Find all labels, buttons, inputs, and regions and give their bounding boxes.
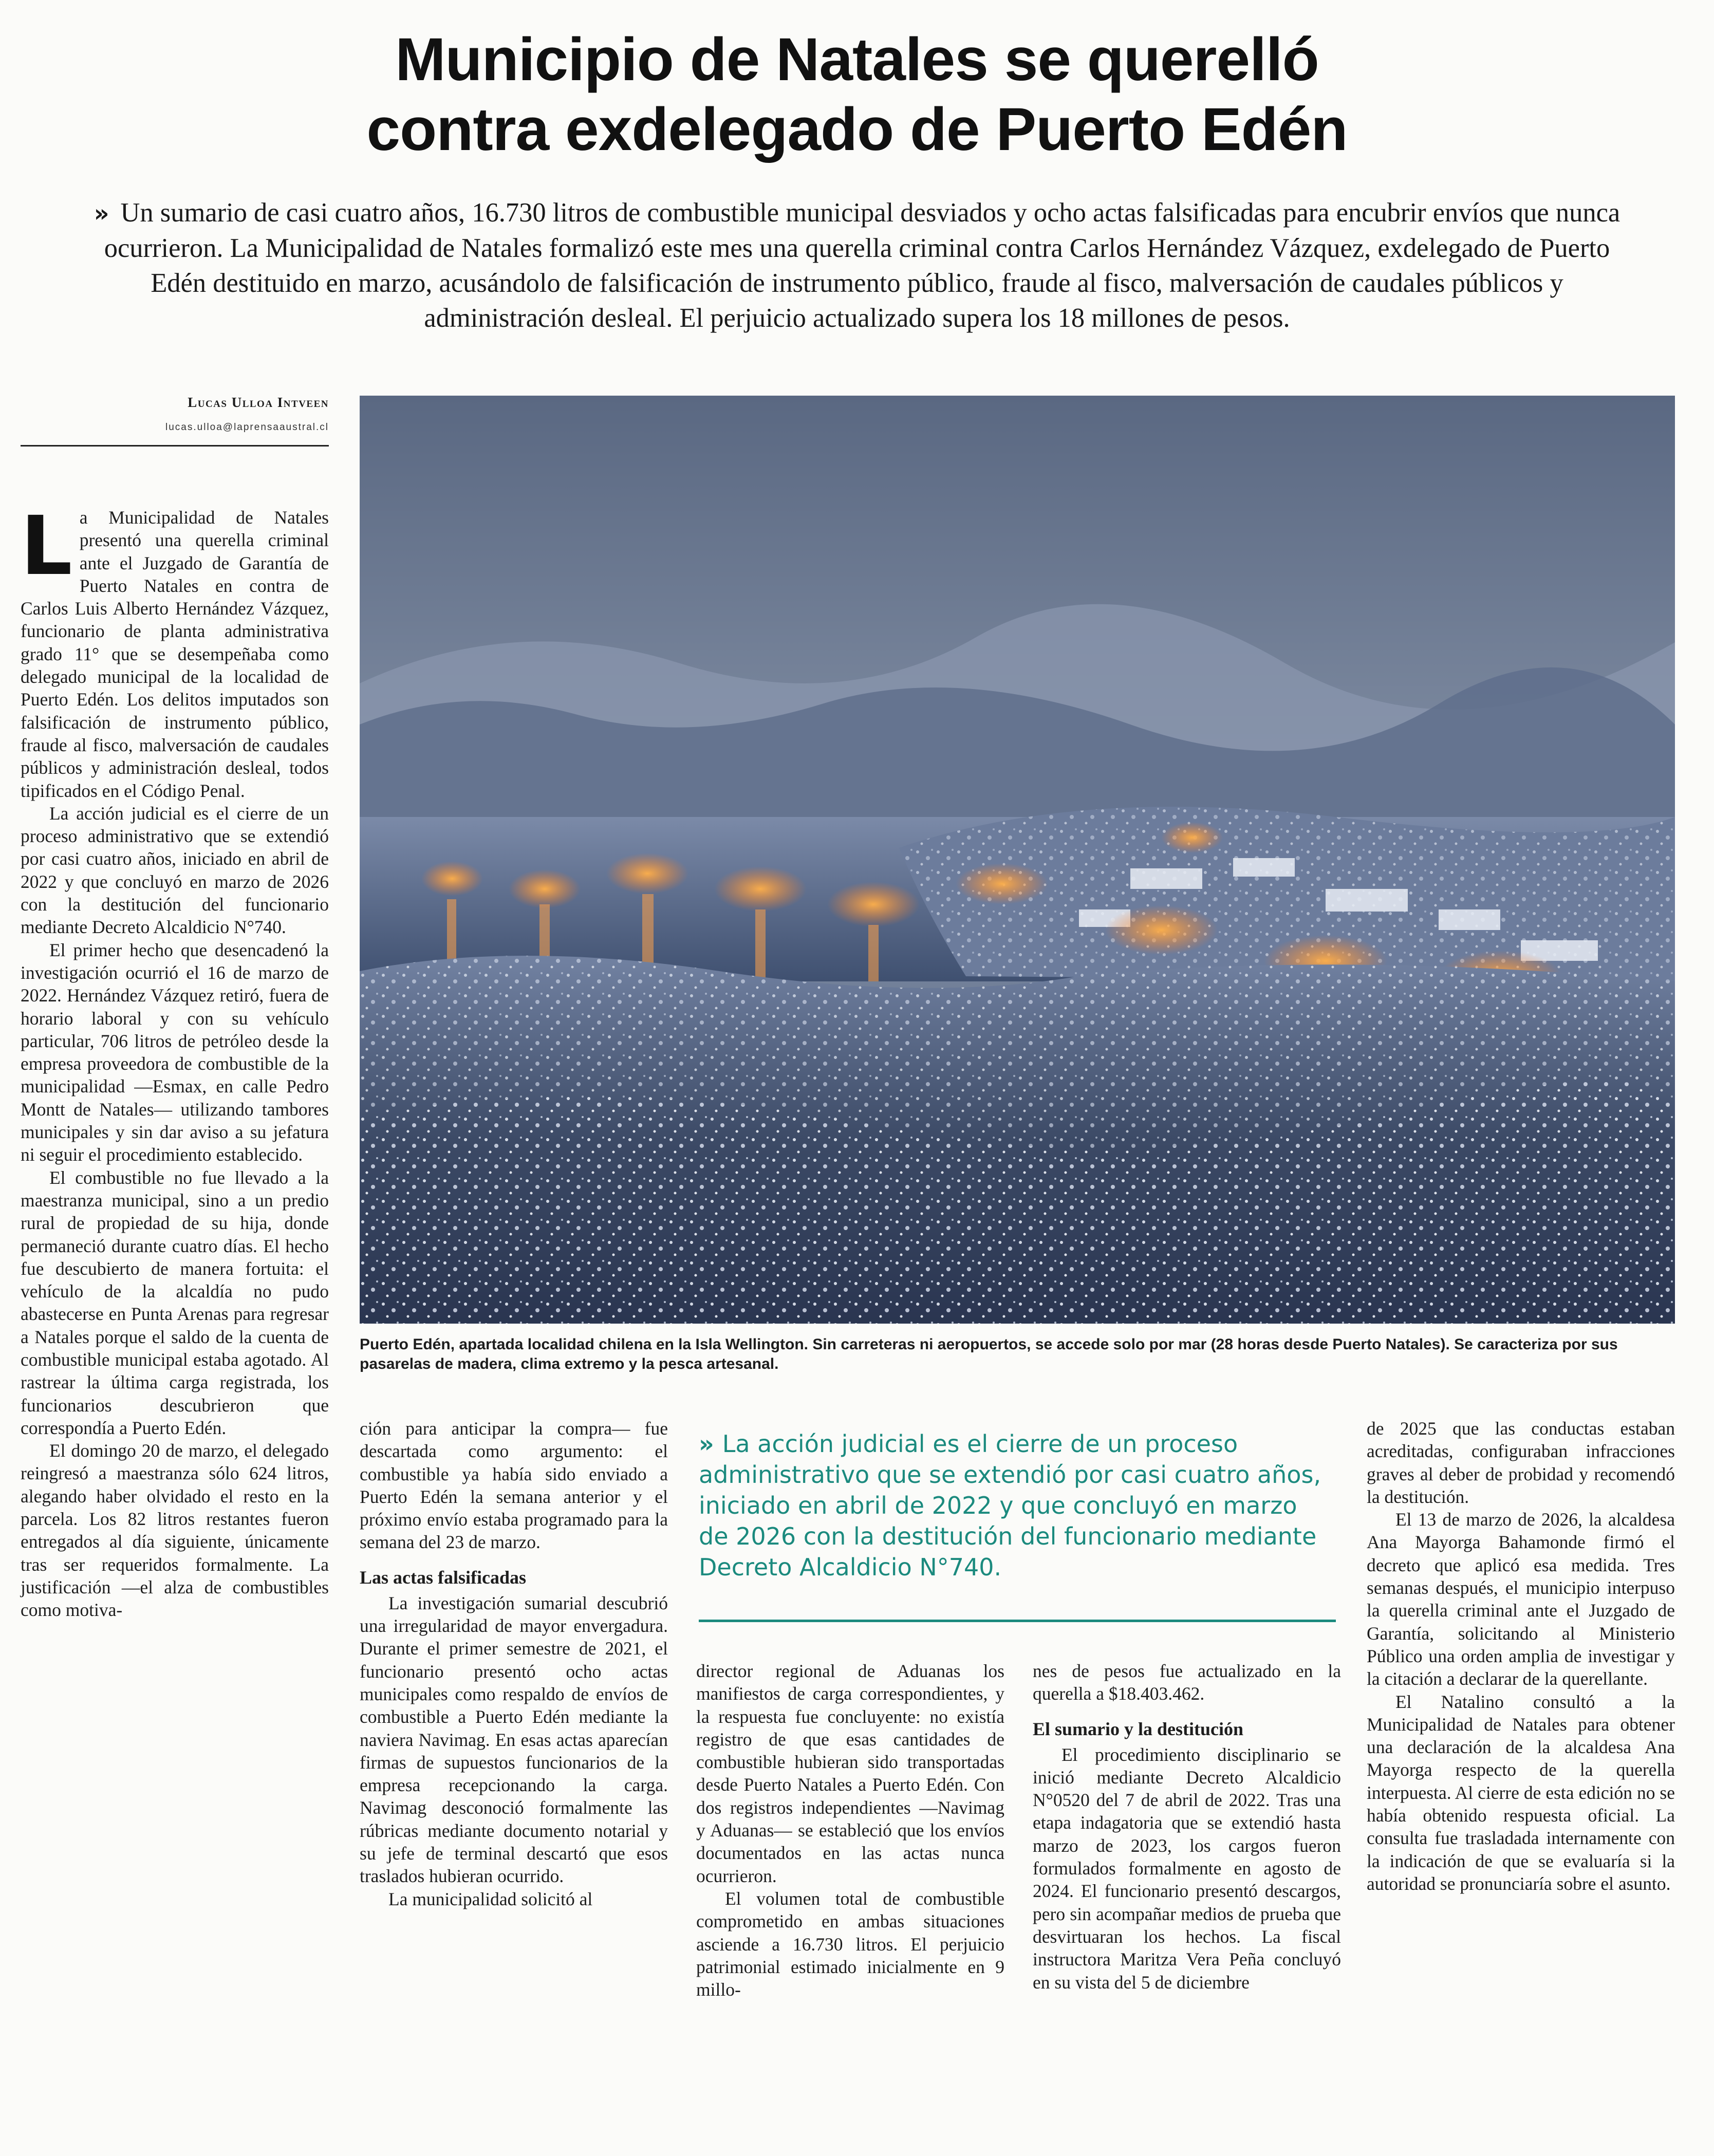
byline-email: lucas.ulloa@laprensaaustral.cl bbox=[165, 422, 329, 433]
headline bbox=[0, 25, 1714, 164]
article-paragraph: La municipalidad solicitó al bbox=[388, 1888, 593, 1909]
paragraph-text: a Municipalidad de Natales presentó una querella criminal ante el Juzgado de Garantía de Puerto Natales en contra de Carlos Luis Alberto Hernández Vázquez, funcionario de planta administrativa grado 11° que se desempeñaba como delegado municipal de la localidad de Puerto Edén. Los delitos imputados son falsificación de instrumento público, fraude al fisco, malversación de caudales públicos y administración desleal, todos tipificados en el Código Penal. bbox=[21, 507, 329, 801]
article-paragraph: nes de pesos fue actualizado en la querella a $18.403.462. bbox=[1033, 1661, 1341, 1704]
byline-divider bbox=[21, 445, 329, 447]
article-paragraph: La investigación sumarial descubrió una irregularidad de mayor envergadura. Durante el primer semestre de 2021, el funcionario presentó ocho actas municipales como respaldo de envíos de combustible a Puerto Edén mediante la naviera Navimag. En esas actas aparecían firmas de supuestos funcionarios de la empresa recepcionando la carga. Navimag desconoció formalmente las rúbricas mediante documento notarial y su jefe de terminal descartó que esos traslados hubieran ocurrido. bbox=[360, 1592, 668, 1887]
headline-line-1: Municipio de Natales se querelló bbox=[395, 26, 1319, 94]
subheading-sumario: El sumario y la destitución bbox=[1033, 1718, 1244, 1739]
pull-quote-chevron-icon: » bbox=[699, 1430, 714, 1458]
article-column-1 bbox=[21, 499, 329, 1622]
subheading-actas: Las actas falsificadas bbox=[360, 1567, 526, 1588]
article-paragraph: El volumen total de combustible comprometido en ambas situaciones asciende a 16.730 litros. El perjuicio patrimonial estimado inicialmente en 9 millo- bbox=[696, 1888, 1004, 2000]
article-paragraph: El 13 de marzo de 2026, la alcaldesa Ana Mayorga Bahamonde firmó el decreto que aplicó esa medida. Tres semanas después, el municipio interpuso la querella criminal ante el Juzgado de Garantía, solicitando al Ministerio Público una orden amplia de investigar y la citación a declarar de la querellante. bbox=[1367, 1509, 1675, 1689]
article-column-3 bbox=[696, 1660, 1004, 2001]
deck bbox=[92, 195, 1622, 336]
headline-line-2: contra exdelegado de Puerto Edén bbox=[366, 96, 1348, 163]
article-paragraph: director regional de Aduanas los manifiestos de carga correspondientes, y la respuesta fue concluyente: no existía registro de que esas cantidades de combustible hubieran sido transportadas desde Puerto Natales a Puerto Edén. Con dos registros independientes —Navimag y Aduanas— se estableció que los envíos documentados en las actas nunca ocurrieron. bbox=[696, 1661, 1004, 1886]
article-paragraph: de 2025 que las conductas estaban acreditadas, configuraban infracciones graves al deber de probidad y recomendó la destitución. bbox=[1367, 1418, 1675, 1507]
article-paragraph: El Natalino consultó a la Municipalidad de Natales para obtener una declaración de la alcaldesa Ana Mayorga respecto de la querella interpuesta. Al cierre de esta edición no se había obtenido respuesta oficial. La consulta fue trasladada internamente con la indicación de que se evaluaría si la autoridad se pronunciaría sobre el asunto. bbox=[1367, 1691, 1675, 1894]
byline bbox=[21, 395, 329, 433]
article-paragraph: El procedimiento disciplinario se inició mediante Decreto Alcaldicio N°0520 del 7 de abril de 2022. Tras una etapa indagatoria que se extendió hasta marzo de 2023, los cargos fueron formulados formalmente en agosto de 2024. El funcionario presentó descargos, pero sin acompañar medios de prueba que desvirtuaran los hechos. La fiscal instructora Maritza Vera Peña concluyó en su vista del 5 de diciembre bbox=[1033, 1744, 1341, 1993]
pull-quote bbox=[699, 1428, 1331, 1583]
deck-text: Un sumario de casi cuatro años, 16.730 litros de combustible municipal desviados y ocho actas falsificadas para encubrir envíos que nunca ocurrieron. La Municipalidad de Natales formalizó este mes una querella criminal contra Carlos Hernández Vázquez, exdelegado de Puerto Edén destituido en marzo, acusándolo de falsificación de instrumento público, fraude al fisco, malversación de caudales públicos y administración desleal. El perjuicio actualizado supera los 18 millones de pesos. bbox=[104, 198, 1620, 333]
article-paragraph: El combustible no fue llevado a la maestranza municipal, sino a un predio rural de propiedad de su hija, donde permaneció durante cuatro días. El hecho fue descubierto de manera fortuita: el vehículo de la alcaldía no pudo abastecerse en Punta Arenas para regresar a Natales porque el saldo de la cuenta de combustible municipal estaba agotado. Al rastrear la última carga registrada, los funcionarios descubrieron que correspondía a Puerto Edén. bbox=[21, 1167, 329, 1438]
photo-caption: Puerto Edén, apartada localidad chilena en la Isla Wellington. Sin carreteras ni aeropuertos, se accede solo por mar (28 horas desde Puerto Natales). Se caracteriza por sus pasarelas de madera, clima extremo y la pesca artesanal. bbox=[360, 1336, 1618, 1372]
byline-author: Lucas Ulloa Intveen bbox=[188, 395, 329, 410]
pull-quote-divider bbox=[699, 1620, 1336, 1622]
article-column-5 bbox=[1367, 1417, 1675, 1895]
deck-chevron-icon: » bbox=[94, 199, 109, 227]
article-paragraph: ción para anticipar la compra— fue descartada como argumento: el combustible ya había sido enviado a Puerto Edén la semana anterior y el próximo envío estaba programado para la semana del 23 de marzo. bbox=[360, 1418, 668, 1553]
photo-puerto-eden bbox=[360, 396, 1675, 1324]
drop-cap: L bbox=[21, 499, 72, 593]
article-paragraph bbox=[21, 499, 329, 802]
pull-quote-text: La acción judicial es el cierre de un proceso administrativo que se extendió por casi cuatro años, iniciado en abril de 2022 y que concluyó en marzo de 2026 con la destitución del funcionario mediante Decreto Alcaldicio N°740. bbox=[699, 1430, 1321, 1581]
article-column-4 bbox=[1033, 1660, 1341, 1994]
article-column-2 bbox=[360, 1417, 668, 1910]
article-paragraph: El primer hecho que desencadenó la investigación ocurrió el 16 de marzo de 2022. Hernández Vázquez retiró, fuera de horario laboral y con su vehículo particular, 706 litros de petróleo desde la empresa proveedora de combustible de la municipalidad —Esmax, en calle Pedro Montt de Natales— utilizando tambores municipales y sin dar aviso a su jefatura ni seguir el procedimiento establecido. bbox=[21, 939, 329, 1165]
article-paragraph: El domingo 20 de marzo, el delegado reingresó a maestranza sólo 624 litros, alegando haber olvidado el resto en la parcela. Los 82 litros restantes fueron entregados al día siguiente, únicamente tras ser requeridos formalmente. La justificación —el alza de combustibles como motiva- bbox=[21, 1440, 329, 1621]
article-paragraph: La acción judicial es el cierre de un proceso administrativo que se extendió por casi cuatro años, iniciado en abril de 2022 y que concluyó en marzo de 2026 con la destitución del funcionario mediante Decreto Alcaldicio N°740. bbox=[21, 803, 329, 938]
